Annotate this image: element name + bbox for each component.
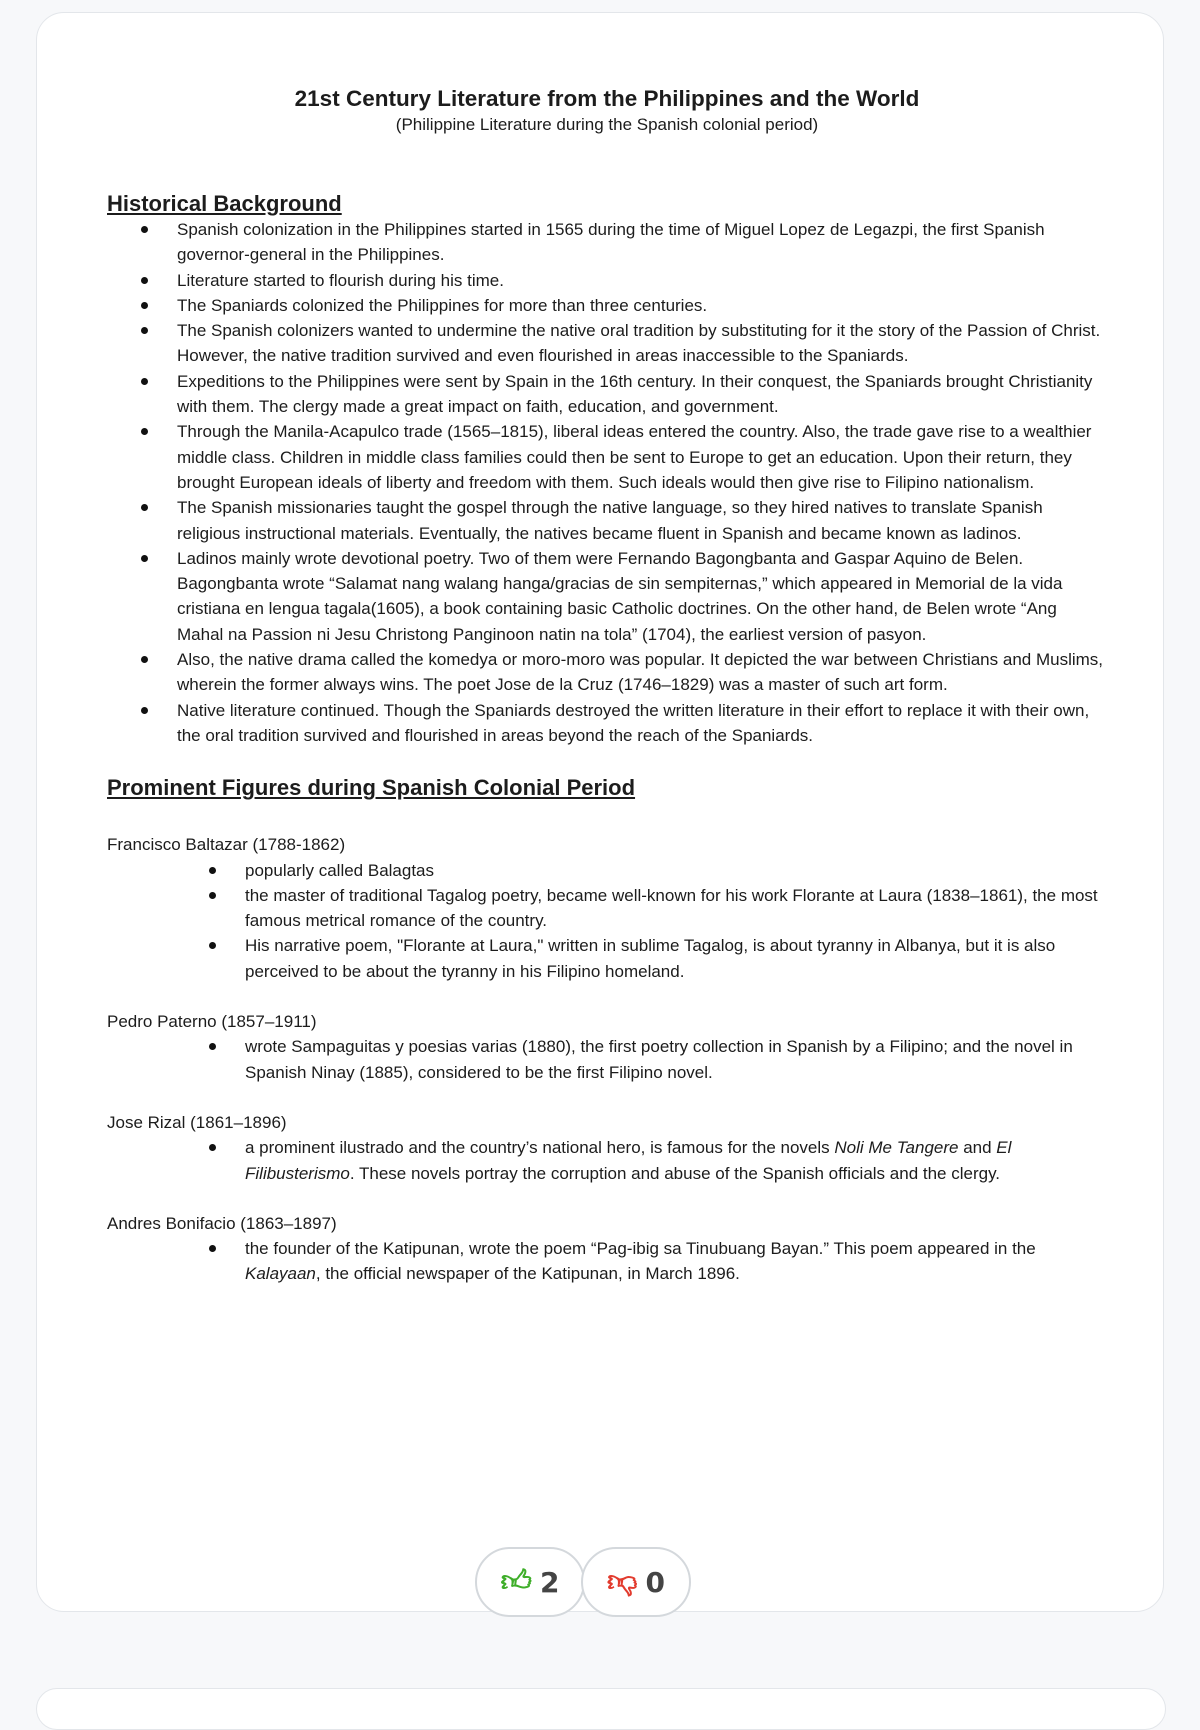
rizal-text-mid: and bbox=[958, 1138, 997, 1158]
upvote-count: 2 bbox=[539, 1565, 560, 1599]
document-body bbox=[107, 85, 1107, 1287]
bonifacio-text-before: the founder of the Katipunan, wrote the poem “Pag-ibig sa Tinubuang Bayan.” This poem appeared in the bbox=[245, 1239, 1036, 1259]
paterno-list bbox=[107, 1034, 1107, 1085]
list-item bbox=[107, 1236, 1107, 1287]
list-item: Native literature continued. Though the Spaniards destroyed the written literature in their effort to replace it with their own, the oral tradition survived and flourished in areas beyond the reach of the Spaniards. bbox=[107, 698, 1107, 749]
figure-name-paterno: Pedro Paterno (1857–1911) bbox=[107, 1012, 317, 1032]
rizal-text-before: a prominent ilustrado and the country’s national hero, is famous for the novels bbox=[245, 1138, 835, 1158]
bonifacio-list bbox=[107, 1236, 1107, 1287]
rizal-list bbox=[107, 1135, 1107, 1186]
baltazar-list bbox=[107, 858, 1107, 984]
list-item: the master of traditional Tagalog poetry, became well-known for his work Florante at Laura (1838–1861), the most famous metrical romance of the country. bbox=[107, 883, 1107, 934]
list-item: Spanish colonization in the Philippines started in 1565 during the time of Miguel Lopez de Legazpi, the first Spanish governor-general in the Philippines. bbox=[107, 217, 1107, 268]
rizal-text-after: . These novels portray the corruption and abuse of the Spanish officials and the clergy. bbox=[349, 1163, 1001, 1183]
downvote-button[interactable] bbox=[581, 1547, 691, 1617]
novel-title: Noli Me Tangere bbox=[834, 1138, 959, 1158]
novel-title: El Filibusterismo bbox=[245, 1138, 1012, 1183]
next-document-page bbox=[36, 1688, 1166, 1730]
figure-name-rizal: Jose Rizal (1861–1896) bbox=[107, 1112, 287, 1132]
document-subtitle: (Philippine Literature during the Spanish colonial period) bbox=[395, 115, 819, 134]
thumbs-up-icon: 👍︎ bbox=[500, 1564, 532, 1599]
prominent-figures-heading: Prominent Figures during Spanish Colonial Period bbox=[107, 775, 636, 801]
list-item: The Spaniards colonized the Philippines for more than three centuries. bbox=[107, 293, 1107, 318]
document-title: 21st Century Literature from the Philippines and the World bbox=[294, 86, 920, 111]
list-item: popularly called Balagtas bbox=[107, 858, 1107, 883]
list-item: Ladinos mainly wrote devotional poetry. Two of them were Fernando Bagongbanta and Gaspar Aquino de Belen. Bagongbanta wrote “Salamat nang walang hanga/gracias de sin sempiternas,” which appeared in Memorial de la vida cristiana en lengua tagala(1605), a book containing basic Catholic doctrines. On the other hand, de Belen wrote “Ang Mahal na Passion ni Jesu Christong Panginoon natin na tola” (1704), the earliest version of pasyon. bbox=[107, 546, 1107, 647]
bonifacio-text-after: , the official newspaper of the Katipunan, in March 1896. bbox=[315, 1264, 740, 1284]
list-item bbox=[107, 1135, 1107, 1186]
downvote-count: 0 bbox=[645, 1565, 665, 1599]
upvote-button[interactable] bbox=[475, 1547, 585, 1617]
document-page bbox=[36, 12, 1164, 1612]
list-item: wrote Sampaguitas y poesias varias (1880), the first poetry collection in Spanish by a Filipino; and the novel in Spanish Ninay (1885), considered to be the first Filipino novel. bbox=[107, 1034, 1107, 1085]
historical-background-heading: Historical Background bbox=[107, 191, 342, 216]
figure-name-bonifacio: Andres Bonifacio (1863–1897) bbox=[107, 1213, 337, 1233]
list-item: The Spanish colonizers wanted to undermine the native oral tradition by substituting for it the story of the Passion of Christ. However, the native tradition survived and even flourished in areas inaccessible to the Spaniards. bbox=[107, 318, 1107, 369]
list-item: Through the Manila-Acapulco trade (1565–1815), liberal ideas entered the country. Also, the trade gave rise to a wealthier middle class. Children in middle class families could then be sent to Europe to get an education. Upon their return, they brought European ideals of liberty and freedom with them. Such ideals would then give rise to Filipino nationalism. bbox=[107, 419, 1107, 495]
list-item: Expeditions to the Philippines were sent by Spain in the 16th century. In their conquest, the Spaniards brought Christianity with them. The clergy made a great impact on faith, education, and government. bbox=[107, 369, 1107, 420]
list-item: The Spanish missionaries taught the gospel through the native language, so they hired natives to translate Spanish religious instructional materials. Eventually, the natives became fluent in Spanish and became known as ladinos. bbox=[107, 495, 1107, 546]
figure-name-baltazar: Francisco Baltazar (1788-1862) bbox=[107, 835, 346, 855]
list-item: Also, the native drama called the komedya or moro-moro was popular. It depicted the war between Christians and Muslims, wherein the former always wins. The poet Jose de la Cruz (1746–1829) was a master of such art form. bbox=[107, 647, 1107, 698]
list-item: Literature started to flourish during his time. bbox=[107, 268, 1107, 293]
historical-background-list bbox=[107, 217, 1107, 748]
vote-bar bbox=[475, 1547, 691, 1617]
thumbs-down-icon: 👎︎ bbox=[607, 1564, 638, 1599]
newspaper-title: Kalayaan bbox=[245, 1264, 316, 1284]
list-item: His narrative poem, "Florante at Laura," written in sublime Tagalog, is about tyranny in Albanya, but it is also perceived to be about the tyranny in his Filipino homeland. bbox=[107, 933, 1107, 984]
